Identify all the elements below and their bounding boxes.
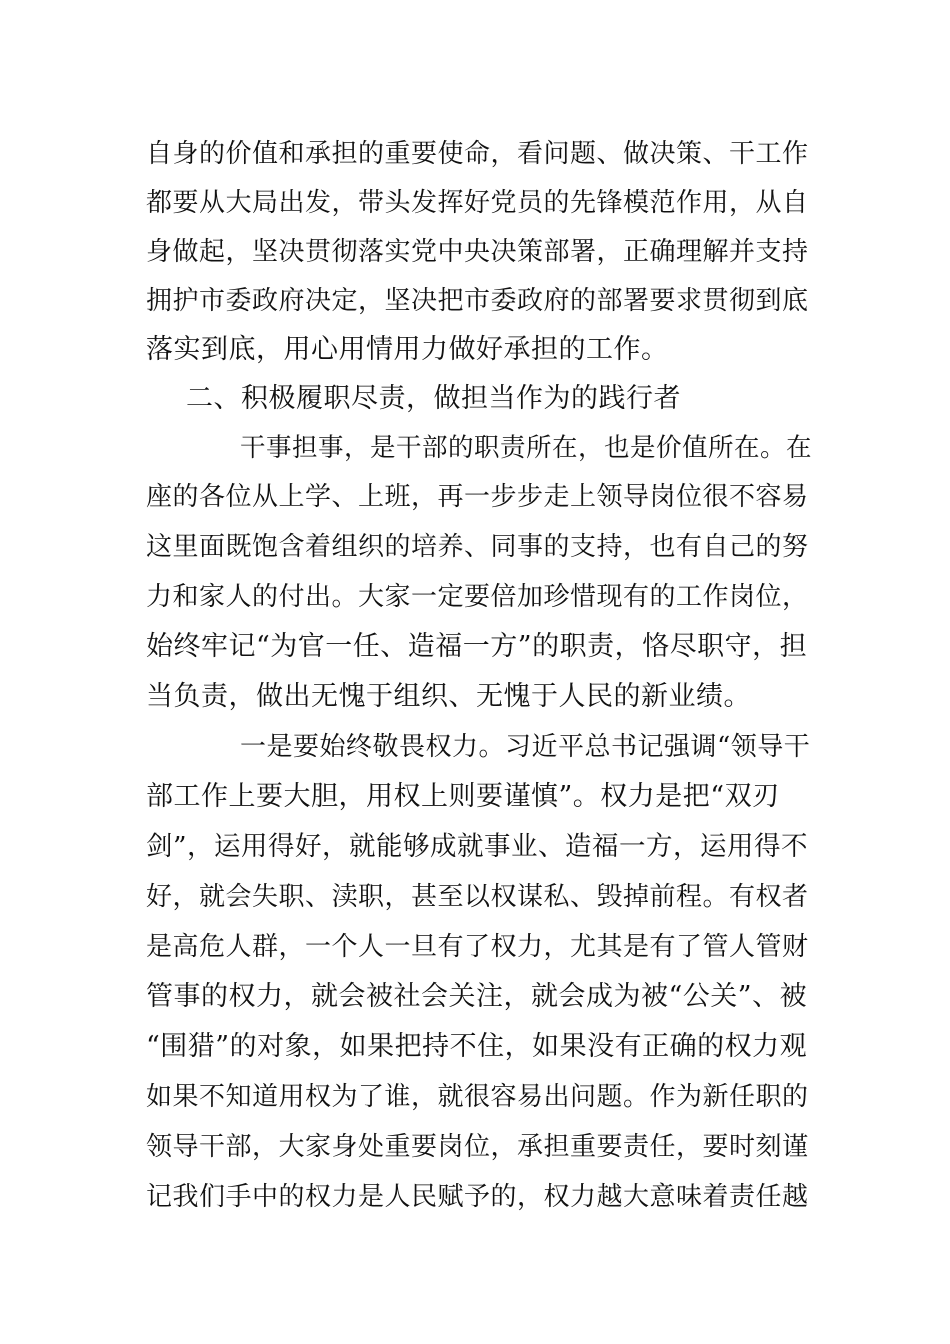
text-line-8: 座的各位从上学、上班，再一步步走上领导岗位很不容易	[146, 482, 809, 512]
text-line-22: 记我们手中的权力是人民赋予的，权力越大意味着责任越	[146, 1182, 809, 1212]
text-line-5: 落实到底，用心用情用力做好承担的工作。	[146, 334, 669, 365]
text-line-4: 拥护市委政府决定，坚决把市委政府的部署要求贯彻到底	[146, 286, 809, 316]
text-line-16: 好，就会失职、渎职，甚至以权谋私、毁掉前程。有权者	[146, 882, 809, 912]
text-line-11: 始终牢记“为官一任、造福一方”的职责，恪尽职守，担	[146, 631, 808, 662]
text-line-3: 身做起，坚决贯彻落实党中央决策部署，正确理解并支持	[146, 237, 809, 267]
text-line-2: 都要从大局出发，带头发挥好党员的先锋模范作用，从自	[146, 188, 809, 218]
text-line-21: 领导干部，大家身处重要岗位，承担重要责任，要时刻谨	[146, 1132, 809, 1162]
text-line-12: 当负责，做出无愧于组织、无愧于人民的新业绩。	[146, 681, 751, 712]
text-line-19: “围猎”的对象，如果把持不住，如果没有正确的权力观	[146, 1031, 808, 1062]
text-line-10: 力和家人的付出。大家一定要倍加珍惜现有的工作岗位，	[146, 582, 809, 612]
text-line-1: 自身的价值和承担的重要使命，看问题、做决策、干工作	[146, 139, 809, 169]
text-line-18: 管事的权力，就会被社会关注，就会成为被“公关”、被	[146, 981, 808, 1012]
text-line-20: 如果不知道用权为了谁，就很容易出问题。作为新任职的	[146, 1082, 809, 1112]
paragraph-first-line: 干事担事，是干部的职责所在，也是价值所在。在	[240, 433, 813, 463]
text-line-9: 这里面既饱含着组织的培养、同事的支持，也有自己的努	[146, 532, 809, 562]
text-line-17: 是高危人群，一个人一旦有了权力，尤其是有了管人管财	[146, 932, 809, 962]
paragraph-first-line: 一是要始终敬畏权力。习近平总书记强调“领导干	[240, 732, 811, 762]
text-line-15: 剑”，运用得好，就能够成就事业、造福一方，运用得不	[146, 831, 809, 862]
section-heading: 二、积极履职尽责，做担当作为的践行者	[186, 383, 681, 414]
text-line-14: 部工作上要大胆，用权上则要谨慎”。权力是把“双刃	[146, 781, 780, 812]
